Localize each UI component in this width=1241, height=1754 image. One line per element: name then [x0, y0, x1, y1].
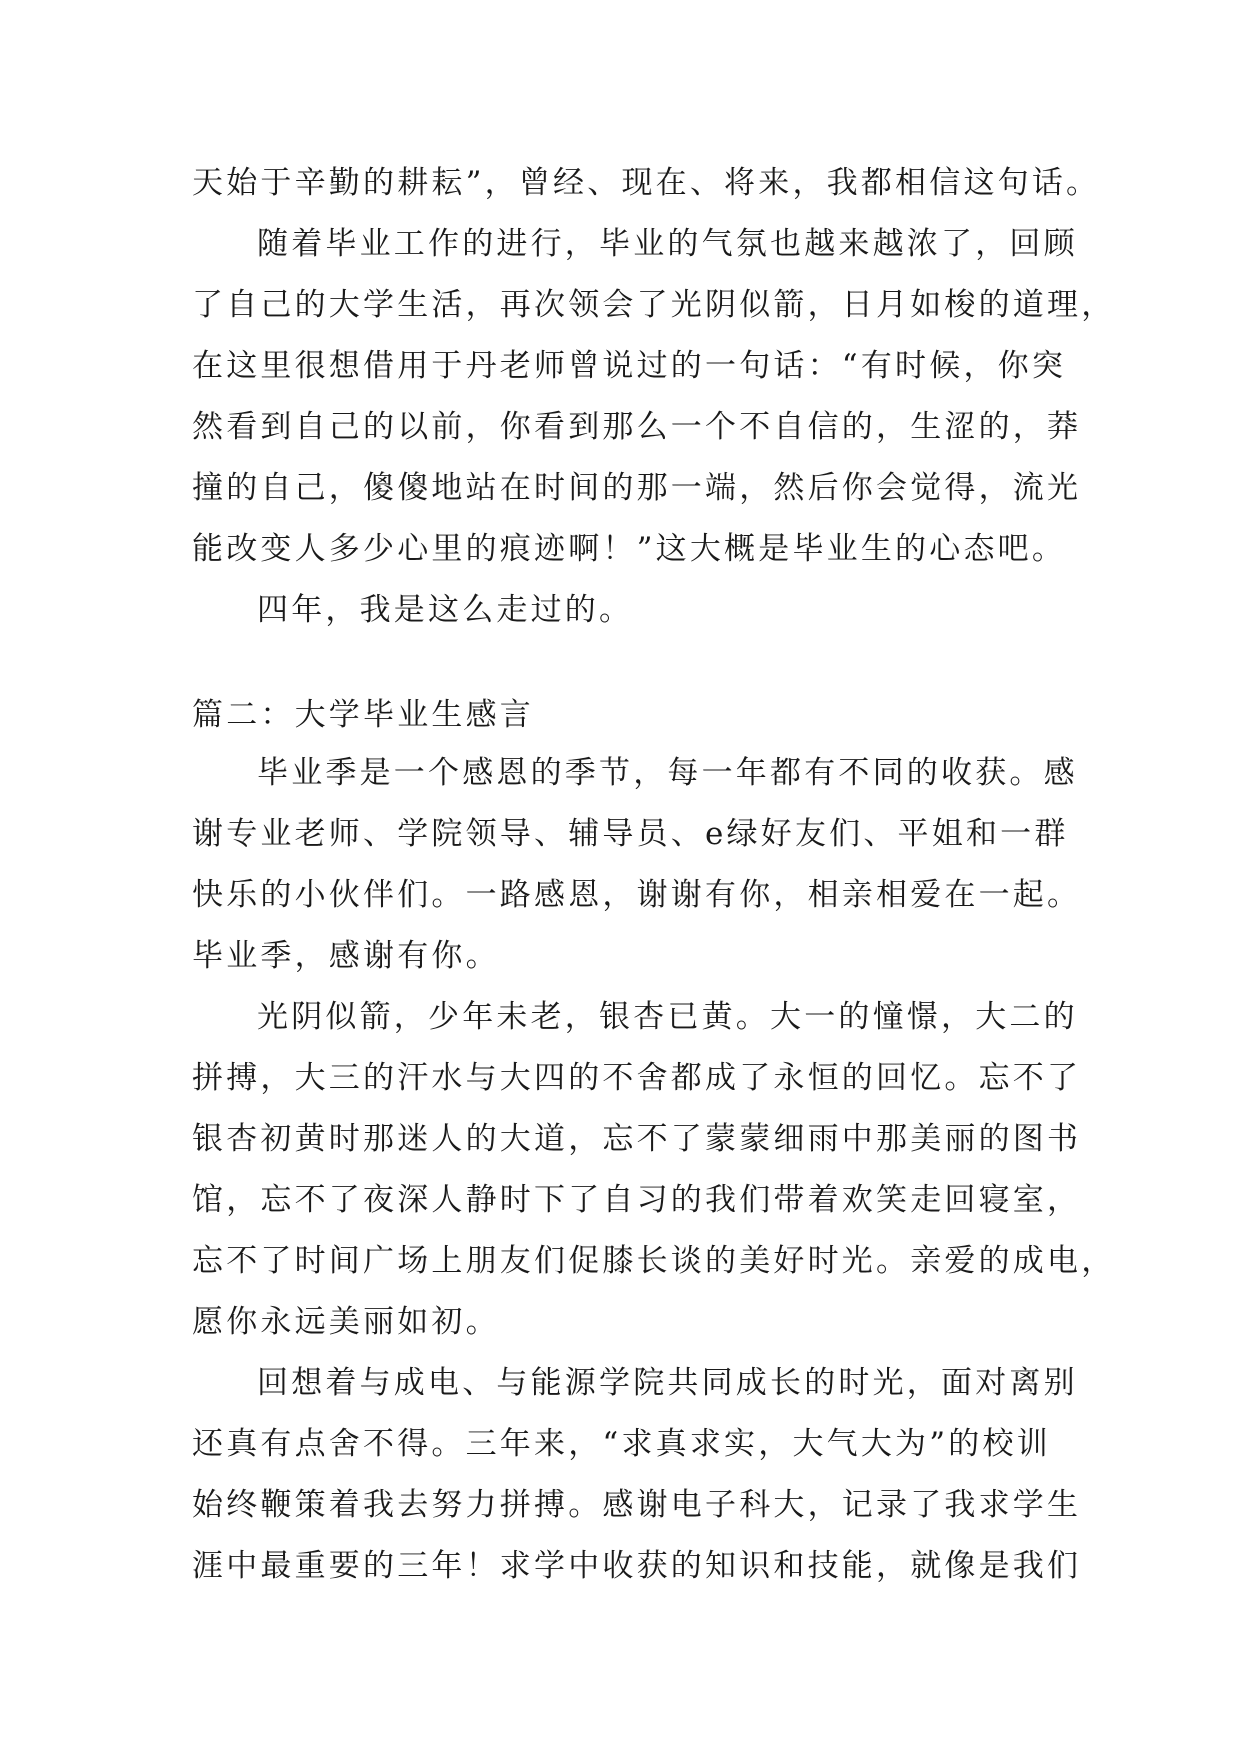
text-line: 拼搏，大三的汗水与大四的不舍都成了永恒的回忆。忘不了 [192, 1060, 1082, 1096]
text-line: 天始于辛勤的耕耘”，曾经、现在、将来，我都相信这句话。 [192, 165, 1101, 201]
text-line: 银杏初黄时那迷人的大道，忘不了蒙蒙细雨中那美丽的图书 [192, 1121, 1082, 1157]
paragraph-first-line: 回想着与成电、与能源学院共同成长的时光，面对离别 [257, 1365, 1078, 1401]
text-line: 了自己的大学生活，再次领会了光阴似箭，日月如梭的道理， [192, 287, 1116, 323]
text-line: 还真有点舍不得。三年来，“求真求实，大气大为”的校训 [192, 1426, 1051, 1462]
text-line: 愿你永远美丽如初。 [192, 1304, 500, 1340]
text-line: 始终鞭策着我去努力拼搏。感谢电子科大，记录了我求学生 [192, 1487, 1082, 1523]
section-heading: 篇二：大学毕业生感言 [192, 697, 534, 733]
paragraph-first-line: 光阴似箭，少年未老，银杏已黄。大一的憧憬，大二的 [257, 999, 1078, 1035]
text-line: 快乐的小伙伴们。一路感恩，谢谢有你，相亲相爱在一起。 [192, 877, 1082, 913]
text-line: 在这里很想借用于丹老师曾说过的一句话：“有时候，你突 [192, 348, 1067, 384]
paragraph-first-line: 随着毕业工作的进行，毕业的气氛也越来越浓了，回顾 [257, 226, 1078, 262]
text-line: 馆，忘不了夜深人静时下了自习的我们带着欢笑走回寝室， [192, 1182, 1082, 1218]
text-line: 忘不了时间广场上朋友们促膝长谈的美好时光。亲爱的成电， [192, 1243, 1116, 1279]
text-line: 能改变人多少心里的痕迹啊！”这大概是毕业生的心态吧。 [192, 531, 1067, 567]
paragraph-first-line: 毕业季是一个感恩的季节，每一年都有不同的收获。感 [257, 755, 1078, 791]
text-line: 涯中最重要的三年！求学中收获的知识和技能，就像是我们 [192, 1548, 1082, 1584]
text-line: 然看到自己的以前，你看到那么一个不自信的，生涩的，莽 [192, 409, 1082, 445]
text-line: 毕业季，感谢有你。 [192, 938, 500, 974]
paragraph-first-line: 四年，我是这么走过的。 [257, 592, 634, 628]
text-line: 撞的自己，傻傻地站在时间的那一端，然后你会觉得，流光 [192, 470, 1082, 506]
text-line: 谢专业老师、学院领导、辅导员、e绿好友们、平姐和一群 [192, 816, 1069, 852]
